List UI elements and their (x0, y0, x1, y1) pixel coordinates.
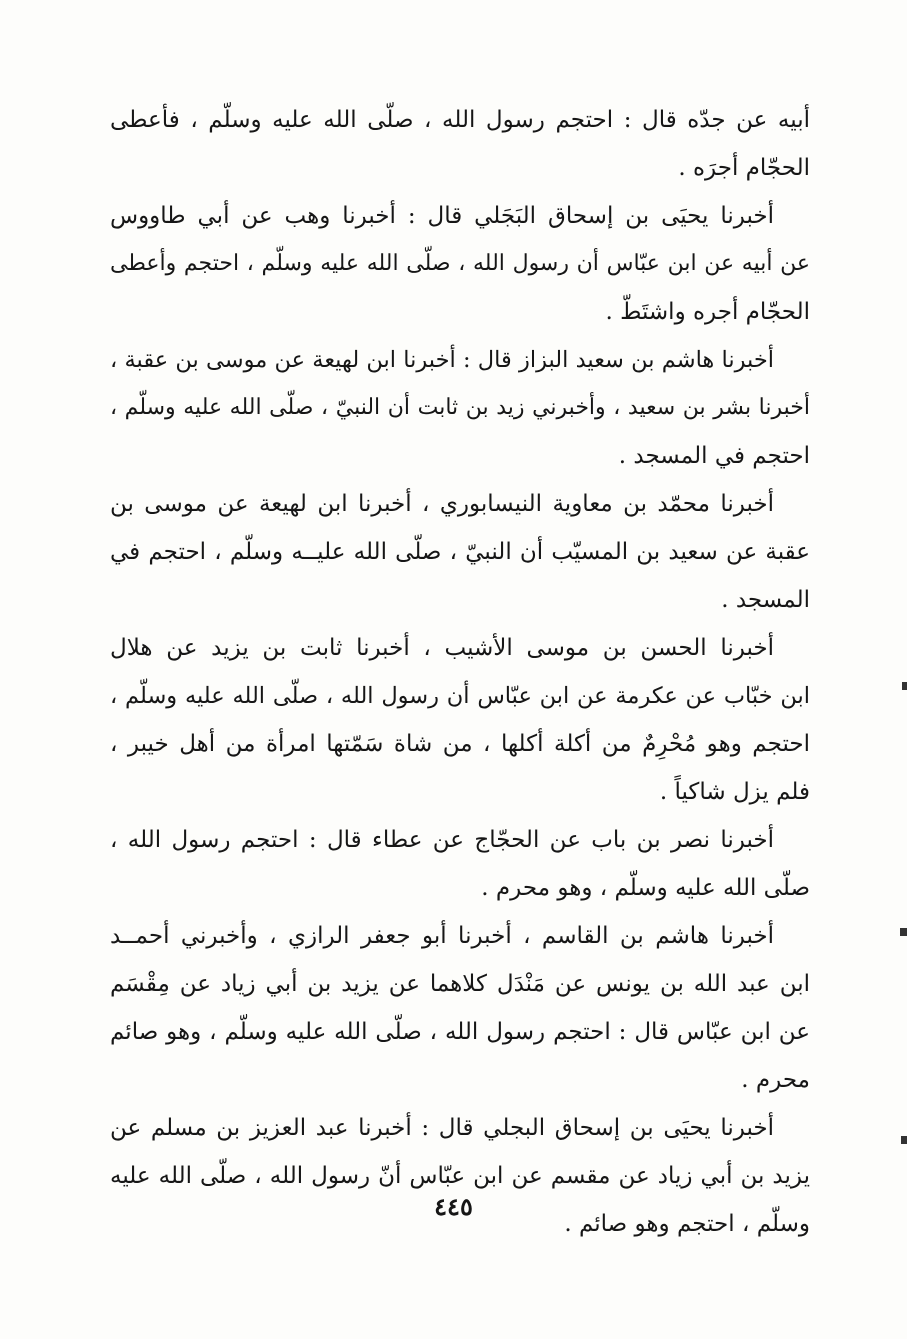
scan-edge-mark (902, 682, 907, 690)
text-line: يزيد بن أبي زياد عن مقسم عن ابن عبّاس أنّ رسول الله ، صلّى الله عليه (110, 1163, 810, 1189)
text-line: أخبرنا هاشم بن سعيد البزاز قال : أخبرنا ابن لهيعة عن موسى بن عقبة ، (110, 347, 774, 373)
scan-edge-mark (901, 1136, 907, 1144)
text-line: عن أبيه عن ابن عبّاس أن رسول الله ، صلّى الله عليه وسلّم ، احتجم وأعطى (110, 251, 810, 276)
text-line: أخبرنا يحيَى بن إسحاق البَجَلي قال : أخبرنا وهب عن أبي طاووس (110, 203, 774, 229)
text-line: عن ابن عبّاس قال : احتجم رسول الله ، صلّى الله عليه وسلّم ، وهو صائم (110, 1019, 810, 1045)
text-line: الحجّام أجره واشتَطّ . (605, 299, 810, 325)
text-line: ابن عبد الله بن يونس عن مَنْدَل كلاهما عن يزيد بن أبي زياد عن مِقْسَم (110, 971, 810, 997)
page-number: ٤٤٥ (434, 1192, 473, 1221)
text-line: فلم يزل شاكياً . (659, 779, 810, 805)
text-line: أخبرنا نصر بن باب عن الحجّاج عن عطاء قال : احتجم رسول الله ، (110, 827, 774, 853)
text-line: عقبة عن سعيد بن المسيّب أن النبيّ ، صلّى الله عليــه وسلّم ، احتجم في (110, 539, 810, 565)
text-line: صلّى الله عليه وسلّم ، وهو محرم . (481, 875, 810, 901)
text-line: ابن خبّاب عن عكرمة عن ابن عبّاس أن رسول الله ، صلّى الله عليه وسلّم ، (110, 683, 810, 709)
text-line: أخبرنا بشر بن سعيد ، وأخبرني زيد بن ثابت أن النبيّ ، صلّى الله عليه وسلّم ، (110, 395, 810, 420)
text-line: الحجّام أجرَه . (678, 155, 810, 181)
text-line: أبيه عن جدّه قال : احتجم رسول الله ، صلّى الله عليه وسلّم ، فأعطى (110, 107, 810, 133)
scan-edge-mark (900, 928, 907, 936)
text-line: أخبرنا الحسن بن موسى الأشيب ، أخبرنا ثابت بن يزيد عن هلال (110, 635, 774, 661)
text-line: أخبرنا يحيَى بن إسحاق البجلي قال : أخبرنا عبد العزيز بن مسلم عن (110, 1115, 774, 1141)
text-line: احتجم في المسجد . (618, 443, 810, 469)
text-line: احتجم وهو مُحْرِمٌ من أكلة أكلها ، من شاة سَمّتها امرأة من أهل خيبر ، (110, 731, 810, 757)
text-line: أخبرنا هاشم بن القاسم ، أخبرنا أبو جعفر الرازي ، وأخبرني أحمــد (110, 923, 774, 949)
text-line: المسجد . (721, 587, 810, 613)
text-line: أخبرنا محمّد بن معاوية النيسابوري ، أخبرنا ابن لهيعة عن موسى بن (110, 491, 774, 517)
text-line: محرم . (741, 1067, 810, 1093)
text-line: وسلّم ، احتجم وهو صائم . (564, 1211, 810, 1237)
